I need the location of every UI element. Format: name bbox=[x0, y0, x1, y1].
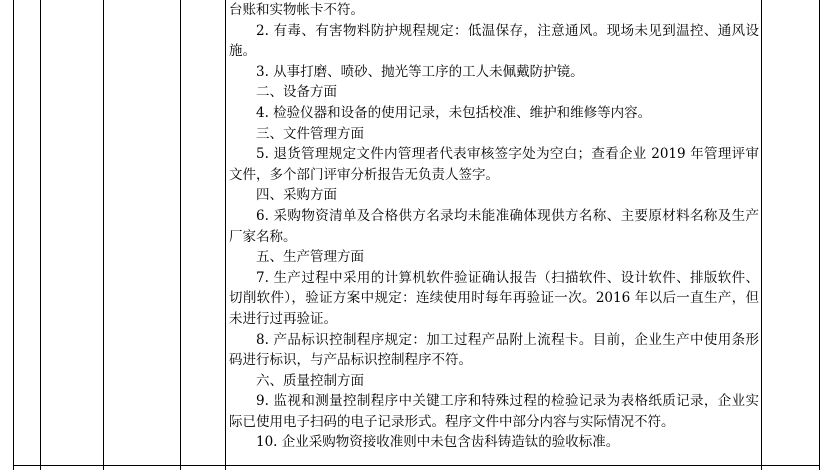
finding-item: 9. 监视和测量控制程序中关键工序和特殊过程的检验记录为表格纸质记录，企业实际已使用电子扫码的电子记录形式。程序文件中部分内容与实际情况不符。 bbox=[229, 393, 759, 430]
finding-item: 2. 有毒、有害物料防护规程规定：低温保存，注意通风。现场未见到温控、通风设施。 bbox=[229, 22, 759, 60]
finding-item: 4. 检验仪器和设备的使用记录，未包括校准、维护和维修等内容。 bbox=[256, 104, 652, 121]
finding-item: 7. 生产过程中采用的计算机软件验证确认报告（扫描软件、设计软件、排版软件、切削软件），验证方案中规定：连续使用时每年再验证一次。2016 年以后一直生产，但未进行过再验证。 bbox=[229, 269, 759, 327]
section-heading: 五、生产管理方面 bbox=[256, 249, 364, 266]
findings-cell bbox=[229, 0, 759, 453]
section-heading: 四、采购方面 bbox=[256, 187, 337, 204]
column-divider bbox=[40, 0, 41, 470]
finding-item: 5. 退货管理规定文件内管理者代表审核签字处为空白；查看企业 2019 年管理评审文件，多个部门评审分析报告无负责人签字。 bbox=[229, 146, 759, 183]
column-divider bbox=[103, 0, 104, 470]
section-heading: 六、质量控制方面 bbox=[256, 372, 364, 389]
finding-item: 6. 采购物资清单及合格供方名录均未能准确体现供方名称、主要原材料名称及生产厂家名称。 bbox=[229, 207, 759, 245]
section-heading: 三、文件管理方面 bbox=[256, 125, 364, 142]
column-divider bbox=[761, 0, 762, 470]
finding-item: 8. 产品标识控制程序规定：加工过程产品附上流程卡。目前，企业生产中使用条形码进行标识，与产品标识控制程序不符。 bbox=[229, 331, 759, 369]
table-border-left bbox=[13, 0, 14, 470]
finding-item: 3. 从事打磨、喷砂、抛光等工序的工人未佩戴防护镜。 bbox=[256, 63, 584, 80]
section-heading: 二、设备方面 bbox=[256, 84, 337, 101]
column-divider bbox=[180, 0, 181, 470]
row-bottom-border bbox=[13, 465, 819, 466]
paragraph: 台账和实物帐卡不符。 bbox=[229, 2, 364, 18]
table-border-right bbox=[819, 0, 820, 470]
column-divider bbox=[225, 0, 226, 470]
finding-item: 10. 企业采购物资接收准则中未包含齿科铸造钛的验收标准。 bbox=[256, 434, 620, 451]
